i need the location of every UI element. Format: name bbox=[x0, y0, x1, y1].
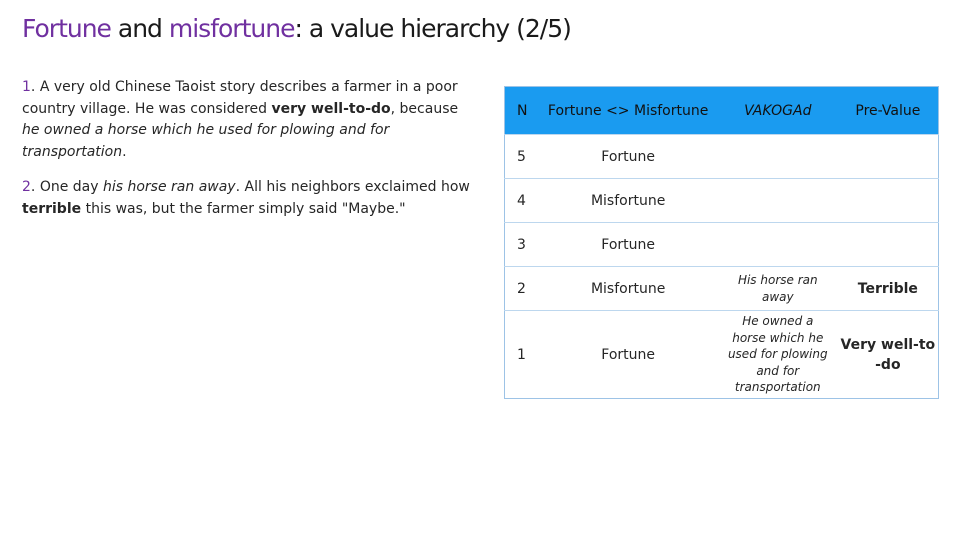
cell-n: 2 bbox=[505, 267, 539, 311]
paragraph-number: 2 bbox=[22, 179, 31, 195]
story-paragraph-2 bbox=[22, 177, 477, 220]
cell-vakogad: He owned a horse which he used for plowing and for transportation bbox=[718, 311, 838, 399]
story-text bbox=[22, 77, 477, 234]
cell-vakogad: His horse ran away bbox=[718, 267, 838, 311]
story-text-run: . bbox=[122, 143, 127, 160]
paragraph-number: 1 bbox=[22, 79, 31, 95]
story-paragraph-1 bbox=[22, 77, 477, 163]
title-misfortune: misfortune bbox=[168, 14, 295, 43]
table-row bbox=[505, 223, 939, 267]
cell-fortune: Fortune bbox=[538, 223, 717, 267]
story-text-run: . A very old Chinese Taoist story describes a farmer in a poor country village. He was considered bbox=[22, 79, 458, 117]
cell-pre-value bbox=[838, 223, 939, 267]
cell-n: 4 bbox=[505, 179, 539, 223]
title-and: and bbox=[110, 14, 169, 43]
table-row bbox=[505, 135, 939, 179]
table-row bbox=[505, 179, 939, 223]
cell-fortune: Misfortune bbox=[538, 267, 717, 311]
cell-pre-value bbox=[838, 179, 939, 223]
header-n: N bbox=[505, 87, 539, 135]
title-fortune: Fortune bbox=[22, 14, 111, 43]
cell-vakogad bbox=[718, 223, 838, 267]
value-hierarchy-table bbox=[504, 86, 939, 399]
cell-pre-value: Terrible bbox=[838, 267, 939, 311]
table-row bbox=[505, 311, 939, 399]
table-header-row bbox=[505, 87, 939, 135]
cell-n: 1 bbox=[505, 311, 539, 399]
story-italic-run: he owned a horse which he used for plowing and for transportation bbox=[22, 122, 390, 160]
header-pre-value: Pre-Value bbox=[838, 87, 939, 135]
story-text-run: this was, but the farmer simply said "Maybe." bbox=[81, 200, 406, 217]
cell-pre-value bbox=[838, 135, 939, 179]
cell-n: 5 bbox=[505, 135, 539, 179]
header-vakogad: VAKOGAd bbox=[718, 87, 838, 135]
cell-fortune: Misfortune bbox=[538, 179, 717, 223]
cell-fortune: Fortune bbox=[538, 311, 717, 399]
story-italic-run: his horse ran away bbox=[102, 179, 236, 195]
cell-fortune: Fortune bbox=[538, 135, 717, 179]
cell-pre-value: Very well-to -do bbox=[838, 311, 939, 399]
story-text-run: , because bbox=[390, 100, 459, 117]
story-text-run: . One day bbox=[30, 179, 103, 195]
cell-n: 3 bbox=[505, 223, 539, 267]
table-row bbox=[505, 267, 939, 311]
cell-vakogad bbox=[718, 135, 838, 179]
cell-vakogad bbox=[718, 179, 838, 223]
story-bold-run: very well-to-do bbox=[271, 100, 391, 117]
title-rest: : a value hierarchy (2/5) bbox=[294, 14, 571, 43]
header-fortune-misfortune: Fortune <> Misfortune bbox=[538, 87, 717, 135]
story-text-run: . All his neighbors exclaimed how bbox=[235, 179, 470, 195]
story-bold-run: terrible bbox=[22, 200, 82, 217]
slide-title bbox=[22, 14, 571, 43]
